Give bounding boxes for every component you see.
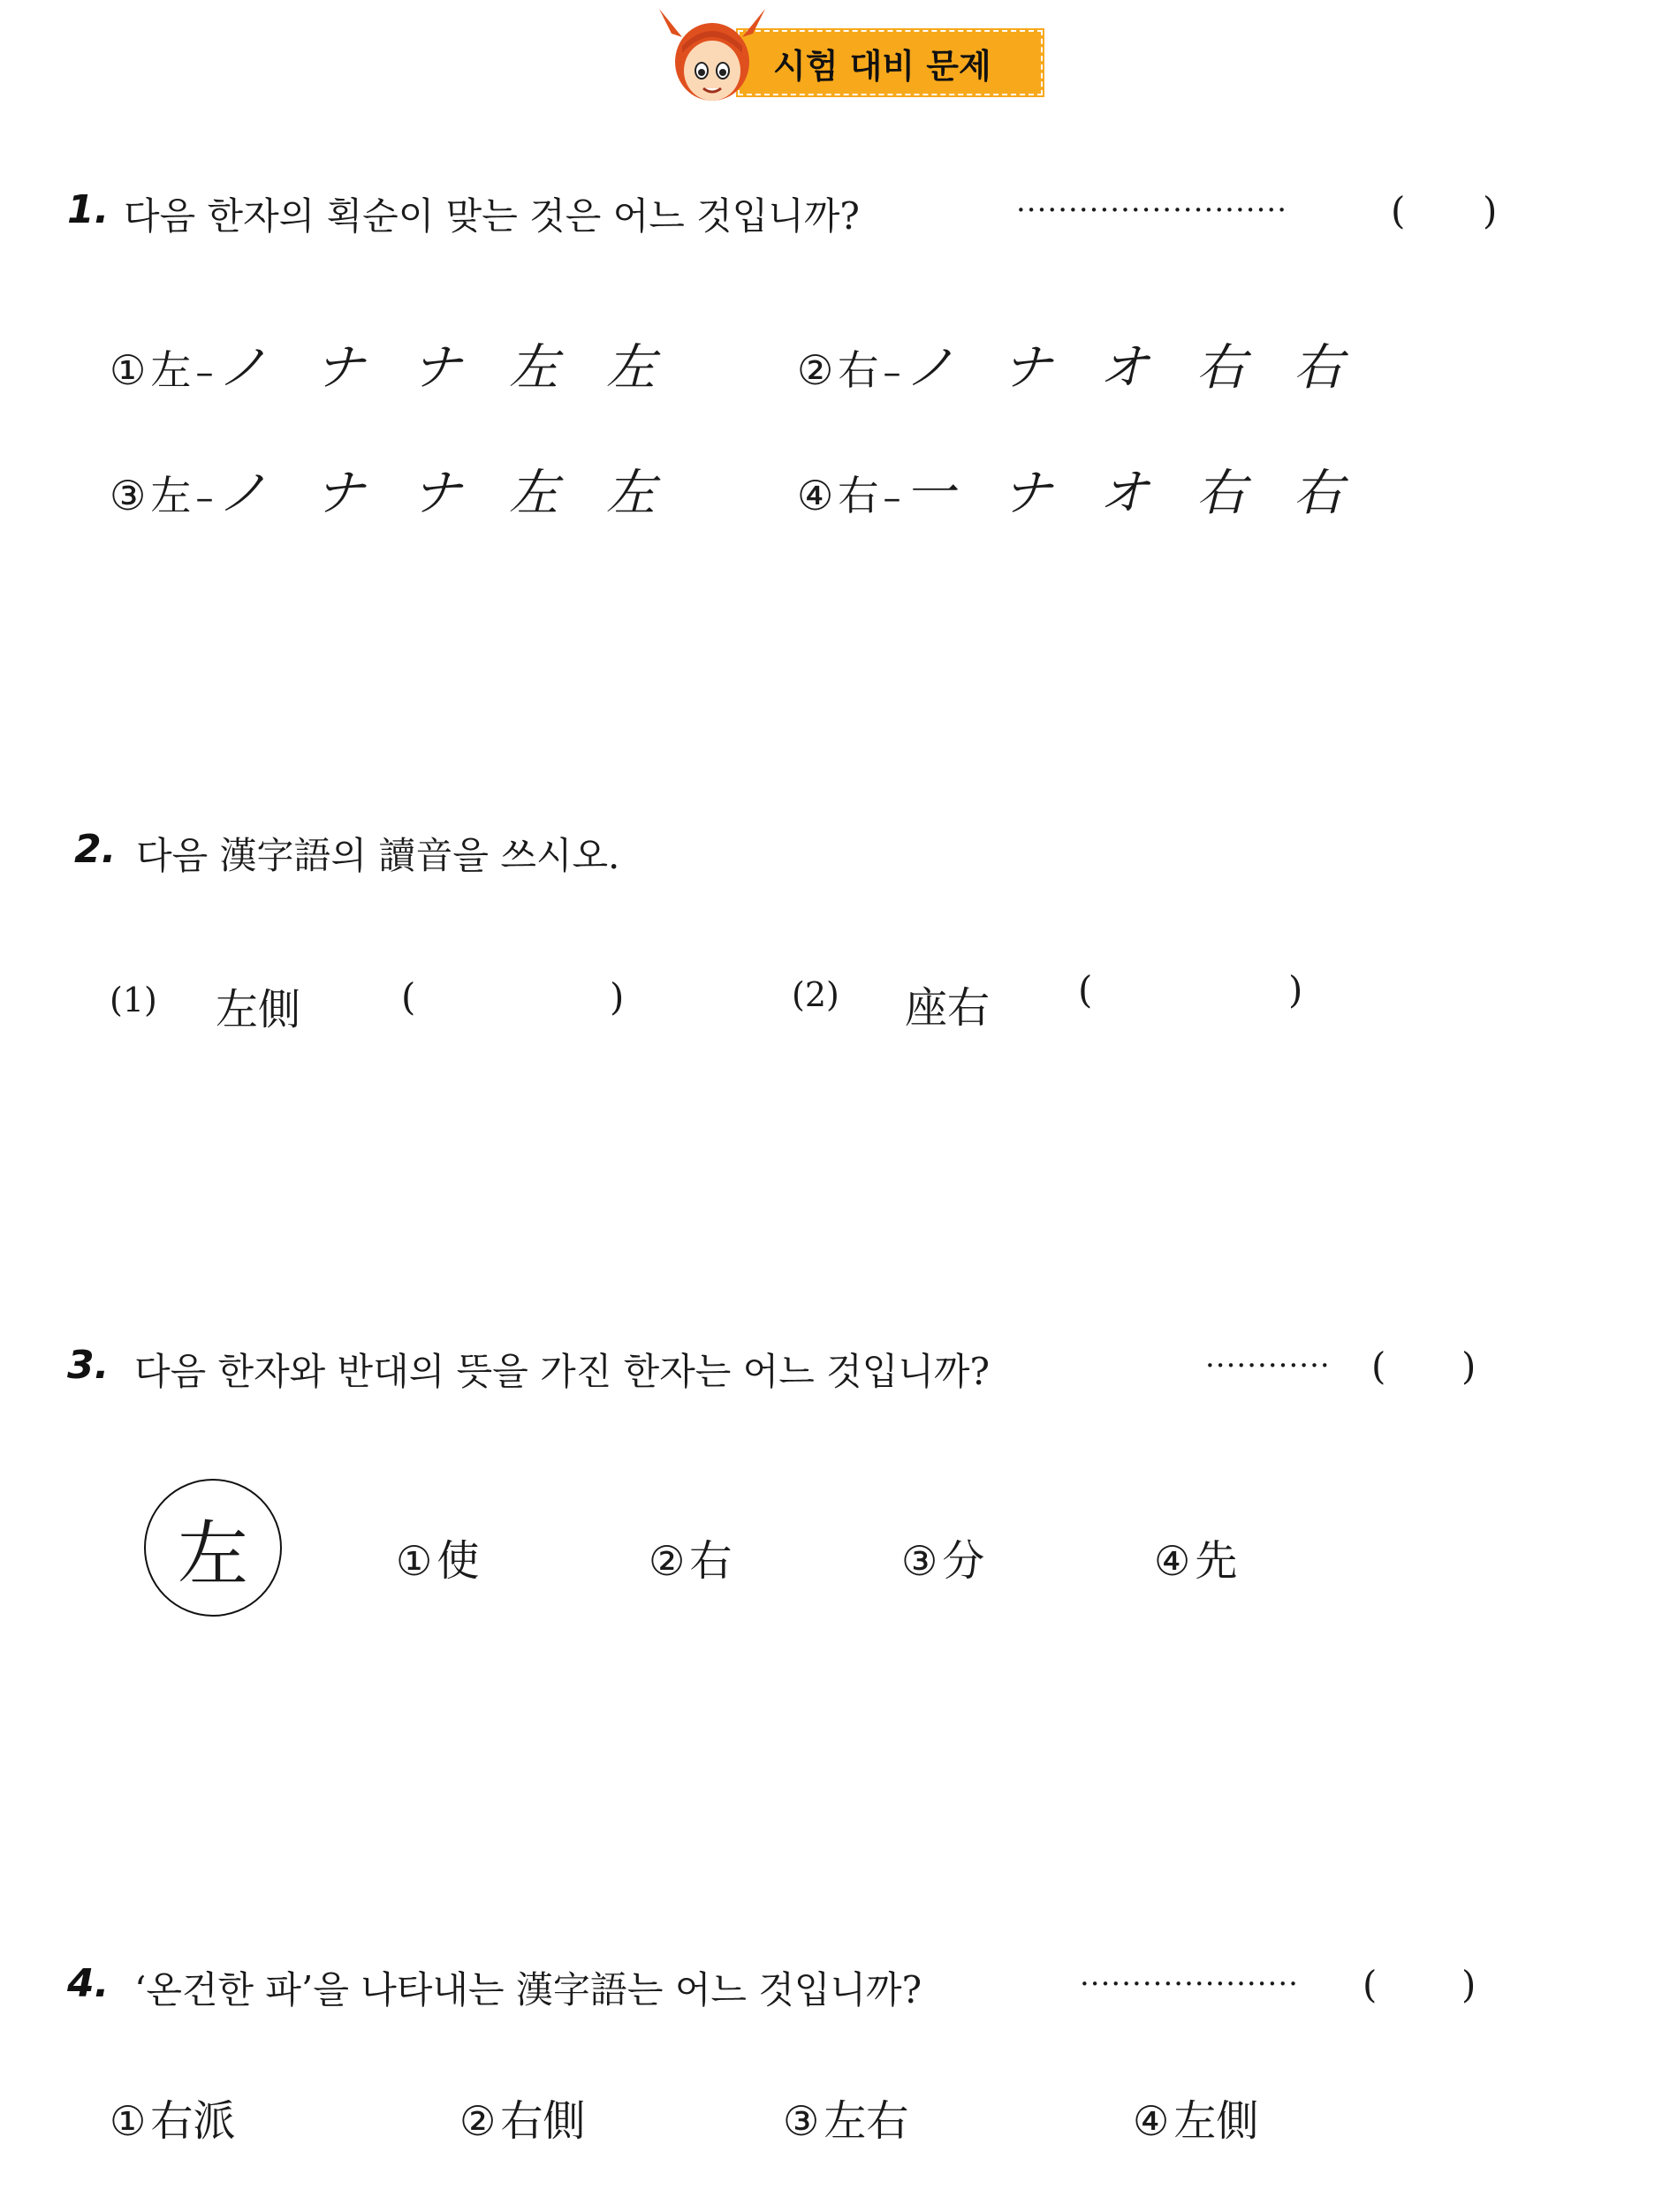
q2-item-2-answer[interactable]	[1106, 968, 1283, 1012]
option-word: 右側	[500, 2096, 586, 2146]
question-4-text: ‘온건한 파’을 나타내는 漢字語는 어느 것입니까?	[134, 1968, 922, 2011]
q2-item-1-paren-open: (	[401, 975, 416, 1019]
option-mark: ③	[783, 2097, 820, 2145]
q3-option-2[interactable]	[649, 1526, 732, 1587]
q4-option-3[interactable]	[783, 2087, 908, 2148]
option-mark: ②	[797, 346, 834, 394]
option-dash: –	[883, 478, 901, 519]
option-mark: ④	[797, 472, 834, 519]
q2-item-1-label: (1)	[110, 981, 157, 1019]
option-mark: ①	[110, 2097, 147, 2145]
question-2-number: 2.	[74, 827, 117, 872]
option-char: 右	[838, 346, 879, 394]
option-mark: ①	[110, 346, 147, 394]
option-char: 使	[436, 1536, 480, 1586]
stroke-order: 一 ナ オ 右 右	[905, 465, 1359, 522]
question-4-paren-open: (	[1363, 1963, 1378, 2006]
option-char: 右	[689, 1536, 733, 1586]
option-char: 先	[1195, 1536, 1238, 1586]
question-3-dots: ············	[1205, 1348, 1331, 1383]
option-word: 左側	[1173, 2096, 1259, 2146]
question-3-paren-close: )	[1461, 1345, 1476, 1388]
q4-option-4[interactable]	[1133, 2087, 1258, 2148]
question-1-number: 1.	[67, 187, 110, 232]
girl-mascot-icon	[656, 4, 769, 110]
option-word: 左右	[824, 2096, 909, 2146]
question-1-dots: ··························	[1016, 193, 1287, 228]
option-dash: –	[195, 478, 214, 519]
option-char: 分	[942, 1536, 985, 1586]
q3-option-1[interactable]	[396, 1526, 479, 1587]
q1-option-4[interactable]	[797, 454, 1359, 525]
option-dash: –	[883, 352, 901, 393]
option-word: 右派	[150, 2096, 236, 2146]
q1-option-3[interactable]	[110, 454, 672, 525]
question-4-paren-close: )	[1461, 1963, 1476, 2006]
q2-item-1-answer[interactable]	[429, 975, 606, 1019]
q2-item-2-paren-close: )	[1288, 968, 1303, 1011]
question-4-dots: ·····················	[1080, 1966, 1299, 2002]
stroke-order: ノ ナ ナ 左 左	[217, 339, 672, 397]
question-1-paren-close: )	[1483, 189, 1498, 232]
option-mark: ②	[649, 1537, 686, 1585]
option-mark: ④	[1133, 2097, 1170, 2145]
question-4-number: 4.	[67, 1961, 110, 2006]
question-3-number: 3.	[67, 1343, 110, 1388]
stroke-order: ノ ナ ナ 左 左	[217, 465, 672, 522]
option-char: 左	[150, 346, 192, 394]
question-3-paren-open: (	[1371, 1345, 1386, 1388]
option-mark: ③	[901, 1537, 938, 1585]
q1-option-2[interactable]	[797, 329, 1359, 399]
q3-option-4[interactable]	[1154, 1526, 1237, 1587]
circled-hanja: 左	[144, 1479, 282, 1617]
option-mark: ③	[110, 472, 147, 519]
option-mark: ①	[396, 1537, 433, 1585]
q2-item-2-word: 座右	[905, 983, 991, 1033]
question-2-text: 다음 漢字語의 讀音을 쓰시오.	[136, 834, 620, 877]
q2-item-1-word: 左側	[216, 985, 301, 1034]
q2-item-2-label: (2)	[792, 975, 839, 1014]
page-title: 시험 대비 문제	[773, 47, 991, 86]
option-char: 左	[150, 472, 192, 519]
q1-option-1[interactable]	[110, 329, 672, 399]
q2-item-1-paren-close: )	[610, 975, 625, 1019]
q3-option-3[interactable]	[901, 1526, 984, 1587]
question-1-paren-open: (	[1391, 189, 1406, 232]
question-3-text: 다음 한자와 반대의 뜻을 가진 한자는 어느 것입니까?	[134, 1350, 990, 1393]
option-mark: ②	[459, 2097, 497, 2145]
option-dash: –	[195, 352, 214, 393]
stroke-order: ノ ナ オ 右 右	[905, 339, 1359, 397]
option-char: 右	[838, 472, 879, 519]
option-mark: ④	[1154, 1537, 1191, 1585]
q4-option-2[interactable]	[459, 2087, 585, 2148]
q4-option-1[interactable]	[110, 2087, 235, 2148]
q2-item-2-paren-open: (	[1078, 968, 1093, 1011]
question-1-text: 다음 한자의 획순이 맞는 것은 어느 것입니까?	[124, 194, 860, 238]
